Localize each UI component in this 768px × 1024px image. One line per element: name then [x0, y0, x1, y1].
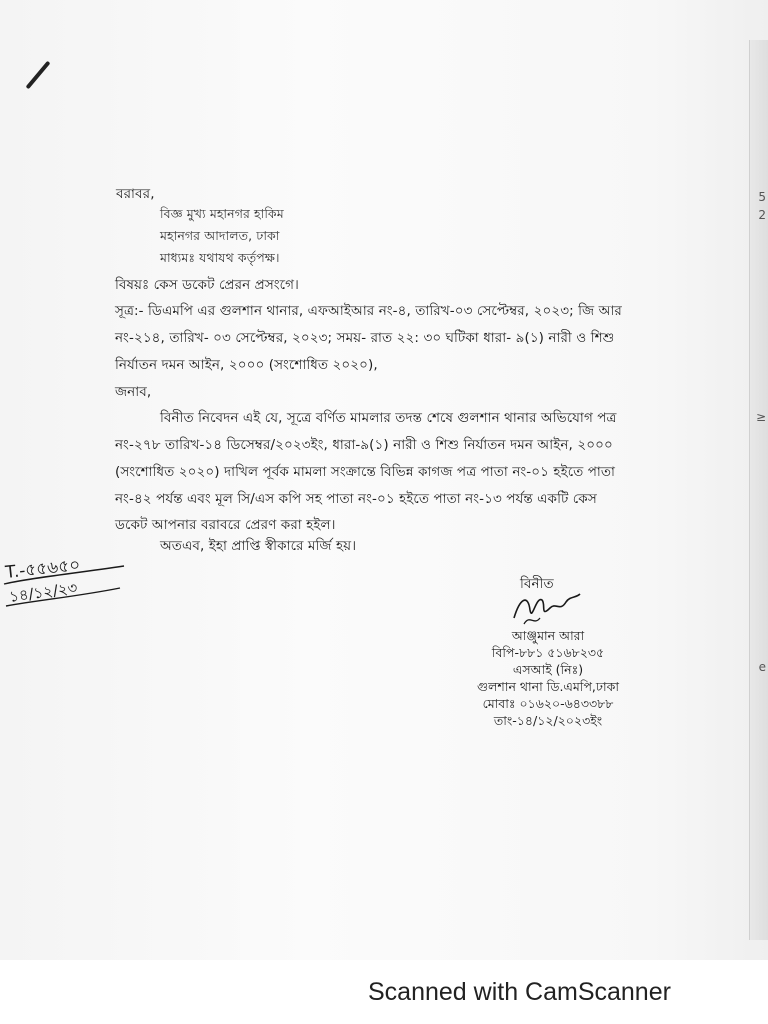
recipient-line-1: বিজ্ঞ মুখ্য মহানগর হাকিম	[160, 206, 284, 221]
subject-line: বিষয়ঃ কেস ডকেট প্রেরন প্রসংগে।	[115, 277, 299, 293]
recipient-line-2: মহানগর আদালত, ঢাকা	[160, 228, 280, 243]
margin-note-line-1: T.-৫৫৬৫০	[4, 555, 82, 583]
margin-note-line-2: ১৪/১২/২৩	[8, 578, 79, 606]
body-line: (সংশোধিত ২০২০) দাখিল পূর্বক মামলা সংক্রান্তে বিভিন্ন কাগজ পত্র পাতা নং-০১ হইতে পাতা	[115, 464, 616, 480]
body-line: নং-৪২ পর্যন্ত এবং মূল সি/এস কপি সহ পাতা নং-০১ হইতে পাতা নং-১৩ পর্যন্ত একটি কেস	[115, 491, 597, 507]
sender-name: আঞ্জুমান আরা	[511, 628, 585, 643]
margin-handwritten-note	[0, 548, 130, 622]
sender-mobile: মোবাঃ ০১৬২০-৬৪৩৩৮৮	[482, 696, 614, 711]
closing-request: অতএব, ইহা প্রাপ্তি স্বীকারে মর্জি হয়।	[160, 538, 357, 554]
salutation-to: বরাবর,	[116, 186, 155, 202]
reference-line: নির্যাতন দমন আইন, ২০০০ (সংশোধিত ২০২০),	[115, 357, 378, 373]
sender-rank: এসআই (নিঃ)	[512, 662, 584, 677]
scanner-watermark: Scanned with CamScanner	[368, 978, 671, 1006]
sender-station: গুলশান থানা ডি.এমপি,ঢাকা	[477, 679, 619, 694]
body-line: ডকেট আপনার বরাবরে প্রেরণ করা হইল।	[115, 517, 336, 533]
recipient-line-3: মাধ্যমঃ যথাযথ কর্তৃপক্ষ।	[160, 250, 280, 265]
body-line: বিনীত নিবেদন এই যে, সূত্রে বর্ণিত মামলার তদন্ত শেষে গুলশান থানার অভিযোগ পত্র	[160, 410, 617, 426]
pen-tick-mark	[26, 61, 51, 90]
greeting: জনাব,	[115, 384, 152, 400]
sign-off: বিনীত	[520, 576, 554, 592]
adjacent-page-edge: 5 2 ≥ e	[749, 40, 768, 940]
sender-details	[458, 627, 638, 729]
sender-bp-number: বিপি-৮৮১ ৫১৬৮২৩৫	[491, 645, 605, 660]
reference-line: সূত্র:- ডিএমপি এর গুলশান থানার, এফআইআর নং-৪, তারিখ-০৩ সেপ্টেম্বর, ২০২৩; জি আর	[115, 303, 622, 319]
reference-line: নং-২১৪, তারিখ- ০৩ সেপ্টেম্বর, ২০২৩; সময়- রাত ২২: ৩০ ঘটিকা ধারা- ৯(১) নারী ও শিশু	[115, 330, 615, 346]
body-line: নং-২৭৮ তারিখ-১৪ ডিসেম্বর/২০২৩ইং, ধারা-৯(১) নারী ও শিশু নির্যাতন দমন আইন, ২০০০	[115, 437, 613, 453]
sender-date: তাং-১৪/১২/২০২৩ইং	[493, 713, 603, 728]
